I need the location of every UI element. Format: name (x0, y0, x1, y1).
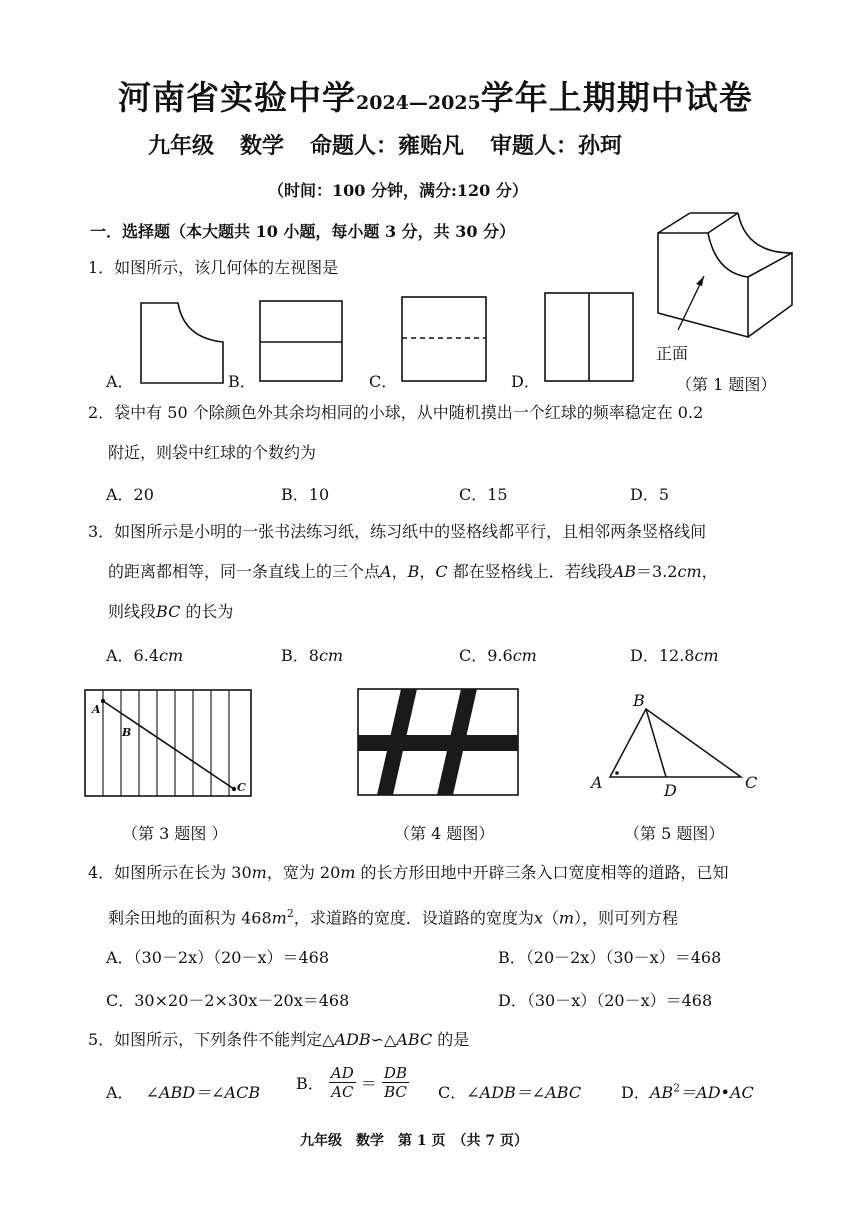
q1-front-label: 正面 (656, 344, 689, 363)
q2-option-c[interactable]: C．15 (459, 485, 508, 504)
q5-option-b-label: B． (296, 1074, 324, 1093)
q5-option-a-label: A． (106, 1083, 134, 1102)
q4-unit: m (271, 908, 287, 928)
q5-option-b-fraction-1 (329, 1064, 356, 1101)
q5-label-d: D (664, 781, 677, 800)
setter: 命题人：雍贻凡 (310, 133, 465, 159)
q4-text: ，求道路的宽度．设道路的宽度为 (293, 908, 534, 928)
q4-text: 4．如图所示在长为 30 (88, 863, 252, 882)
q3-segment-ab: AB (612, 562, 637, 581)
question-3-line1: 3．如图所示是小明的一张书法练习纸，练习纸中的竖格线都平行，且相邻两条竖格线间 (88, 522, 707, 541)
q3-point-b: B (407, 562, 420, 581)
q1-front-arrow (672, 268, 712, 338)
q3-text: ， (391, 562, 408, 581)
q3-option-a[interactable] (106, 643, 183, 666)
q5-option-a[interactable] (106, 1080, 260, 1103)
subject: 数学 (240, 133, 285, 159)
q3-label-b: B (122, 726, 132, 739)
q3-unit: cm (677, 562, 702, 581)
question-4-line1 (88, 863, 729, 883)
q5-option-b-fraction-2 (382, 1064, 409, 1101)
q4-text: （ (542, 908, 559, 928)
q5-option-d-expr: AB (649, 1083, 674, 1102)
q5-triangle-figure (600, 700, 750, 782)
q3-figure-caption: （第 3 题图 ） (122, 824, 228, 843)
q1-option-d-figure[interactable] (544, 292, 634, 382)
q3-point-a: A (380, 562, 392, 581)
q3-option-d-value: D．12.8 (630, 646, 695, 665)
q4-field-figure (357, 688, 519, 796)
q3-option-b-unit: cm (318, 646, 344, 665)
q2-option-a[interactable]: A．20 (106, 485, 154, 504)
q1-option-d-label[interactable]: D． (511, 372, 540, 391)
question-2-line1: 2．袋中有 50 个除颜色外其余均相同的小球，从中随机摸出一个红球的频率稳定在 0.2 (88, 403, 704, 422)
q3-option-b[interactable] (281, 643, 343, 666)
q3-option-a-value: A．6.4 (106, 646, 160, 665)
title-rest: 学年上期期中试卷 (480, 78, 753, 117)
page-footer: 九年级 数学 第 1 页 （共 7 页） (300, 1133, 528, 1149)
q5-option-d-expr: ＝AD•AC (680, 1083, 754, 1102)
time-info: （时间：100 分钟，满分:120 分） (268, 181, 528, 200)
q5-label-b: B (633, 691, 645, 710)
fraction-numerator: AD (330, 1064, 354, 1082)
q4-superscript: 2 (286, 907, 294, 920)
grade: 九年级 (148, 133, 215, 159)
q5-triangle-adb: ADB (334, 1030, 371, 1049)
q1-option-a-figure[interactable] (140, 302, 226, 384)
fraction-denominator: AC (331, 1083, 354, 1101)
q4-unit: m (558, 908, 575, 928)
q1-option-c-label[interactable]: C． (369, 372, 398, 391)
reviewer: 审题人：孙珂 (490, 133, 623, 159)
q4-option-b[interactable]: B．（20－2x）（30－x）＝468 (498, 948, 722, 967)
q3-option-c[interactable] (459, 643, 537, 666)
q5-option-d-superscript: 2 (673, 1081, 681, 1095)
question-1-text: 1．如图所示，该几何体的左视图是 (88, 258, 339, 277)
q5-text: ∽△ (370, 1030, 397, 1049)
q4-option-d[interactable]: D．（30－x）（20－x）＝468 (498, 991, 713, 1010)
q1-figure-caption: （第 1 题图） (676, 375, 777, 394)
q3-option-d[interactable] (630, 643, 719, 666)
q4-text: ），则可列方程 (574, 908, 679, 928)
question-5-text (88, 1030, 469, 1050)
q1-option-b-label[interactable]: B． (228, 372, 256, 391)
q5-option-c[interactable] (438, 1080, 581, 1103)
q5-label-a: A (591, 773, 603, 792)
q3-text: 的距离都相等，同一条直线上的三个点 (108, 562, 381, 581)
q3-text: ， (701, 562, 718, 581)
exam-title (118, 72, 753, 119)
q5-option-d-label: D． (621, 1083, 650, 1102)
exam-subtitle (148, 129, 622, 160)
q5-label-c: C (745, 773, 758, 792)
q3-segment-bc: BC (156, 602, 181, 621)
q5-figure-caption: （第 5 题图） (624, 824, 725, 843)
q4-text: 的长方形田地中开辟三条入口宽度相等的道路，已知 (355, 863, 729, 882)
q5-text: 的是 (432, 1030, 470, 1049)
question-4-line2 (108, 904, 678, 928)
q3-text: 则线段 (108, 602, 157, 621)
q3-point-c: C (435, 562, 448, 581)
fraction-denominator: BC (384, 1083, 407, 1101)
q5-option-a-expr: ∠ABD＝∠ACB (145, 1083, 261, 1102)
q4-variable: x (533, 908, 543, 928)
q5-option-c-expr: ∠ADB＝∠ABC (466, 1083, 582, 1102)
q3-option-c-value: C．9.6 (459, 646, 513, 665)
q4-text: ，宽为 20 (266, 863, 341, 882)
q1-option-c-figure[interactable] (401, 296, 487, 382)
q1-option-a-label[interactable]: A． (106, 372, 134, 391)
q4-unit: m (251, 863, 267, 882)
q3-option-c-unit: cm (512, 646, 537, 665)
fraction-numerator: DB (383, 1064, 407, 1082)
section-heading: 一．选择题（本大题共 10 小题，每小题 3 分，共 30 分） (90, 222, 516, 241)
q3-label-a: A (92, 703, 101, 716)
title-year: 2024—2025 (356, 92, 481, 114)
q4-option-a[interactable]: A．（30－2x）（20－x）＝468 (106, 948, 330, 967)
q3-text: 的长为 (180, 602, 234, 621)
q5-option-d[interactable] (621, 1080, 754, 1103)
q4-figure-caption: （第 4 题图） (394, 824, 495, 843)
q5-triangle-abc: ABC (396, 1030, 433, 1049)
q3-option-b-value: B．8 (281, 646, 319, 665)
question-2-line2: 附近，则袋中红球的个数约为 (108, 443, 317, 462)
q1-option-b-figure[interactable] (259, 300, 343, 382)
q5-option-c-label: C． (438, 1083, 467, 1102)
question-3-line3 (108, 602, 233, 622)
q3-text: 都在竖格线上．若线段 (447, 562, 613, 581)
q4-text: 剩余田地的面积为 468 (108, 908, 272, 928)
q4-option-c[interactable]: C．30×20－2×30x－20x＝468 (106, 991, 350, 1010)
q3-text: ＝3.2 (636, 562, 678, 581)
question-3-line2 (108, 562, 718, 582)
q5-text: 5．如图所示，下列条件不能判定△ (88, 1030, 335, 1049)
q5-option-b-equals: ＝ (360, 1074, 377, 1093)
q2-option-d[interactable]: D．5 (630, 485, 670, 504)
q3-text: ， (419, 562, 436, 581)
q3-option-d-unit: cm (694, 646, 719, 665)
q5-option-b[interactable] (296, 1064, 409, 1101)
q3-grid-figure (84, 689, 252, 797)
title-school: 河南省实验中学 (118, 78, 356, 117)
q3-option-a-unit: cm (159, 646, 184, 665)
q4-unit: m (340, 863, 356, 882)
q3-label-c: C (237, 781, 246, 794)
q2-option-b[interactable]: B．10 (281, 485, 330, 504)
